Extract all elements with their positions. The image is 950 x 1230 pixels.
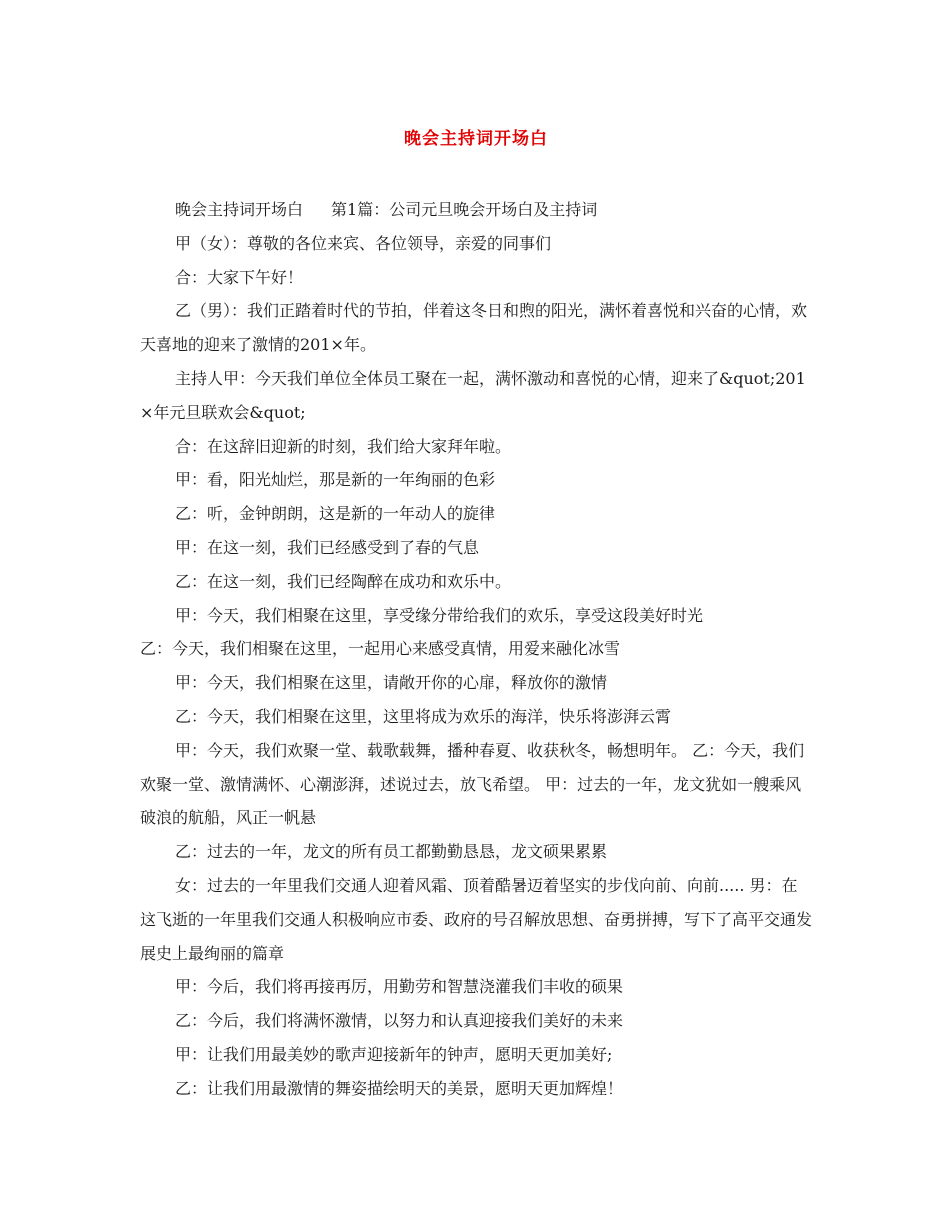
paragraph-text: 乙：今天，我们相聚在这里，一起用心来感受真情，用爱来融化冰雪	[140, 639, 621, 659]
paragraph	[140, 666, 812, 700]
paragraph	[140, 599, 812, 633]
paragraph	[140, 869, 812, 970]
paragraph	[140, 261, 812, 295]
paragraph-text: 主持人甲：今天我们单位全体员工聚在一起，满怀激动和喜悦的心情，迎来了&quot;201×年元旦联欢会&quot;	[140, 368, 806, 422]
paragraph	[140, 497, 812, 531]
paragraph-text: 合：大家下午好！	[175, 267, 304, 287]
paragraph-text: 甲：今天，我们相聚在这里，请敞开你的心扉，释放你的激情	[175, 673, 608, 693]
paragraph	[140, 362, 812, 430]
paragraph	[140, 1004, 812, 1038]
paragraph-text: 甲：今天，我们相聚在这里，享受缘分带给我们的欢乐，享受这段美好时光	[175, 605, 704, 625]
paragraph-text: 乙：今后，我们将满怀激情，以努力和认真迎接我们美好的未来	[175, 1011, 624, 1031]
document-title: 晚会主持词开场白	[404, 129, 548, 149]
paragraph-text: 乙：过去的一年，龙文的所有员工都勤勤恳恳，龙文硕果累累	[175, 842, 608, 862]
paragraph	[140, 227, 812, 261]
paragraph	[140, 193, 812, 227]
paragraph-text: 甲：在这一刻，我们已经感受到了春的气息	[175, 537, 480, 557]
paragraph-text: 甲：今后，我们将再接再厉，用勤劳和智慧浇灌我们丰收的硕果	[175, 977, 624, 997]
paragraph	[140, 294, 812, 362]
paragraph	[140, 835, 812, 869]
paragraph-text: 晚会主持词开场白	[175, 200, 304, 219]
paragraph	[140, 430, 812, 464]
paragraph	[140, 700, 812, 734]
paragraph	[140, 632, 812, 666]
paragraph-text: 女：过去的一年里我们交通人迎着风霜、顶着酷暑迈着坚实的步伐向前、向前..... 男：在这飞逝的一年里我们交通人积极响应市委、政府的号召解放思想、奋勇拼搏，写下了高平交通发展史上最绚丽的篇章	[140, 875, 813, 963]
paragraph-text: 甲（女）：尊敬的各位来宾、各位领导，亲爱的同事们	[175, 233, 552, 253]
paragraph	[140, 970, 812, 1004]
paragraph-text: 甲：今天，我们欢聚一堂、载歌载舞，播种春夏、收获秋冬，畅想明年。 乙：今天，我们欢聚一堂、激情满怀、心潮澎湃，述说过去，放飞希望。 甲：过去的一年，龙文犹如一艘乘风破浪的航船，风正一帆悬	[140, 740, 805, 828]
paragraph-text: 乙：在这一刻，我们已经陶醉在成功和欢乐中。	[175, 571, 512, 591]
paragraph-text: 乙（男）：我们正踏着时代的节拍，伴着这冬日和煦的阳光，满怀着喜悦和兴奋的心情，欢天喜地的迎来了激情的201×年。	[140, 301, 808, 355]
paragraph-tail-text: 第1篇：公司元旦晚会开场白及主持词	[331, 200, 598, 219]
paragraph	[140, 1072, 812, 1106]
paragraph-text: 甲：让我们用最美妙的歌声迎接新年的钟声，愿明天更加美好;	[175, 1044, 613, 1064]
paragraph-text: 乙：听，金钟朗朗，这是新的一年动人的旋律	[175, 504, 496, 524]
paragraph	[140, 531, 812, 565]
paragraph-text: 甲：看，阳光灿烂，那是新的一年绚丽的色彩	[175, 470, 496, 490]
paragraph-text: 乙：今天，我们相聚在这里，这里将成为欢乐的海洋，快乐将澎湃云霄	[175, 706, 672, 726]
paragraph	[140, 463, 812, 497]
document-body	[140, 193, 812, 1106]
paragraph	[140, 734, 812, 835]
paragraph-text: 合：在这辞旧迎新的时刻，我们给大家拜年啦。	[175, 436, 512, 456]
paragraph	[140, 1038, 812, 1072]
paragraph-text: 乙：让我们用最激情的舞姿描绘明天的美景，愿明天更加辉煌！	[175, 1078, 624, 1098]
paragraph	[140, 565, 812, 599]
